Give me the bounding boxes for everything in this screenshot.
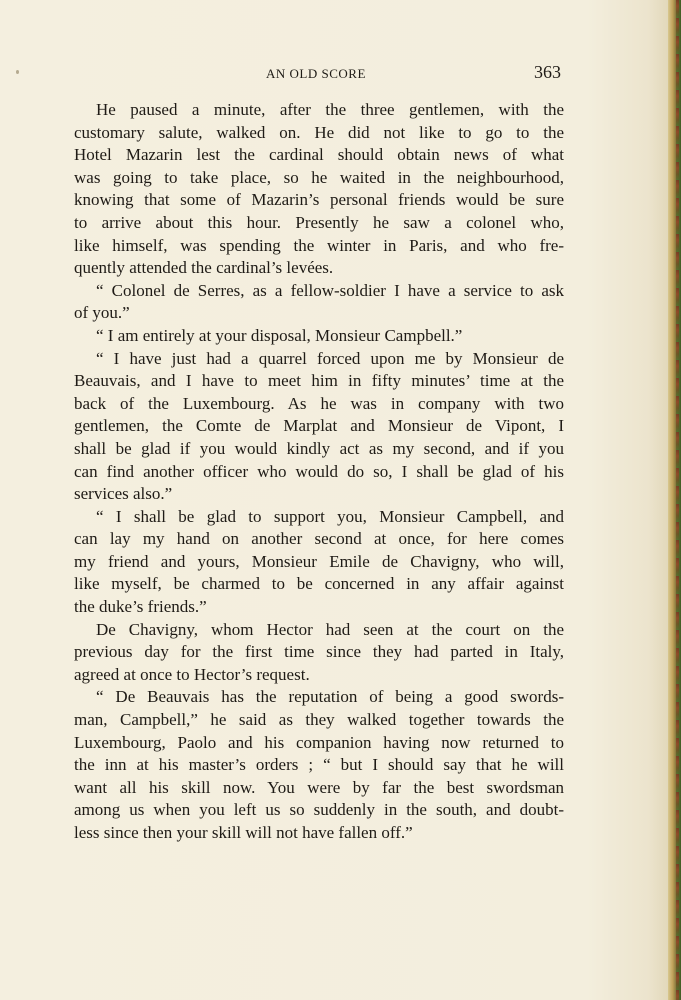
text-line: customary salute, walked on. He did not like to go to the xyxy=(74,122,564,142)
text-line: can find another officer who would do so, I shall be glad of his xyxy=(74,461,564,481)
text-line: He paused a minute, after the three gentlemen, with the xyxy=(96,100,564,119)
text-line: of you.” xyxy=(74,303,130,323)
text-line: the inn at his master’s orders ; “ but I should say that he will xyxy=(74,755,564,775)
body-text xyxy=(74,99,564,845)
page-header xyxy=(0,62,668,86)
text-line: back of the Luxembourg. As he was in company with two xyxy=(74,393,564,413)
text-line: “ De Beauvais has the reputation of being a good swords- xyxy=(96,687,564,707)
page-number: 363 xyxy=(534,62,561,82)
text-line: my friend and yours, Monsieur Emile de Chavigny, who will, xyxy=(74,551,564,571)
text-line: was going to take place, so he waited in the neighbourhood, xyxy=(74,167,564,187)
text-line: Hotel Mazarin lest the cardinal should obtain news of what xyxy=(74,145,564,165)
text-line: man, Campbell,” he said as they walked together towards the xyxy=(74,710,564,730)
text-line: like himself, was spending the winter in Paris, and who fre- xyxy=(74,235,564,255)
text-line: “ I have just had a quarrel forced upon me by Monsieur de xyxy=(96,348,564,368)
text-line: De Chavigny, whom Hector had seen at the court on the xyxy=(96,619,564,639)
book-spine-edge xyxy=(668,0,681,1000)
spine-binding-stripe xyxy=(676,0,679,1000)
text-line: to arrive about this hour. Presently he saw a colonel who, xyxy=(74,212,564,232)
text-line: services also.” xyxy=(74,484,173,504)
text-line: “ I am entirely at your disposal, Monsieur Campbell.” xyxy=(96,325,463,345)
text-line: knowing that some of Mazarin’s personal friends would be sure xyxy=(74,190,564,210)
text-line: “ I shall be glad to support you, Monsieur Campbell, and xyxy=(96,506,564,526)
text-line: can lay my hand on another second at once, for here comes xyxy=(74,529,564,549)
text-line: “ Colonel de Serres, as a fellow-soldier I have a service to ask xyxy=(96,280,564,300)
text-line: Beauvais, and I have to meet him in fifty minutes’ time at the xyxy=(74,371,564,391)
text-line: quently attended the cardinal’s levées. xyxy=(74,258,334,278)
text-line: the duke’s friends.” xyxy=(74,597,207,617)
text-line: among us when you left us so suddenly in the south, and doubt- xyxy=(74,800,564,820)
text-line: previous day for the first time since they had parted in Italy, xyxy=(74,642,564,662)
text-line: agreed at once to Hector’s request. xyxy=(74,664,310,684)
text-line: gentlemen, the Comte de Marplat and Monsieur de Vipont, I xyxy=(74,416,564,436)
running-head: AN OLD SCORE xyxy=(266,66,366,81)
text-line: want all his skill now. You were by far the best swordsman xyxy=(74,777,564,797)
text-line: Luxembourg, Paolo and his companion having now returned to xyxy=(74,732,564,752)
text-line: less since then your skill will not have fallen off.” xyxy=(74,823,413,842)
text-line: shall be glad if you would kindly act as my second, and if you xyxy=(74,438,564,458)
text-line: like myself, be charmed to be concerned in any affair against xyxy=(74,574,564,594)
